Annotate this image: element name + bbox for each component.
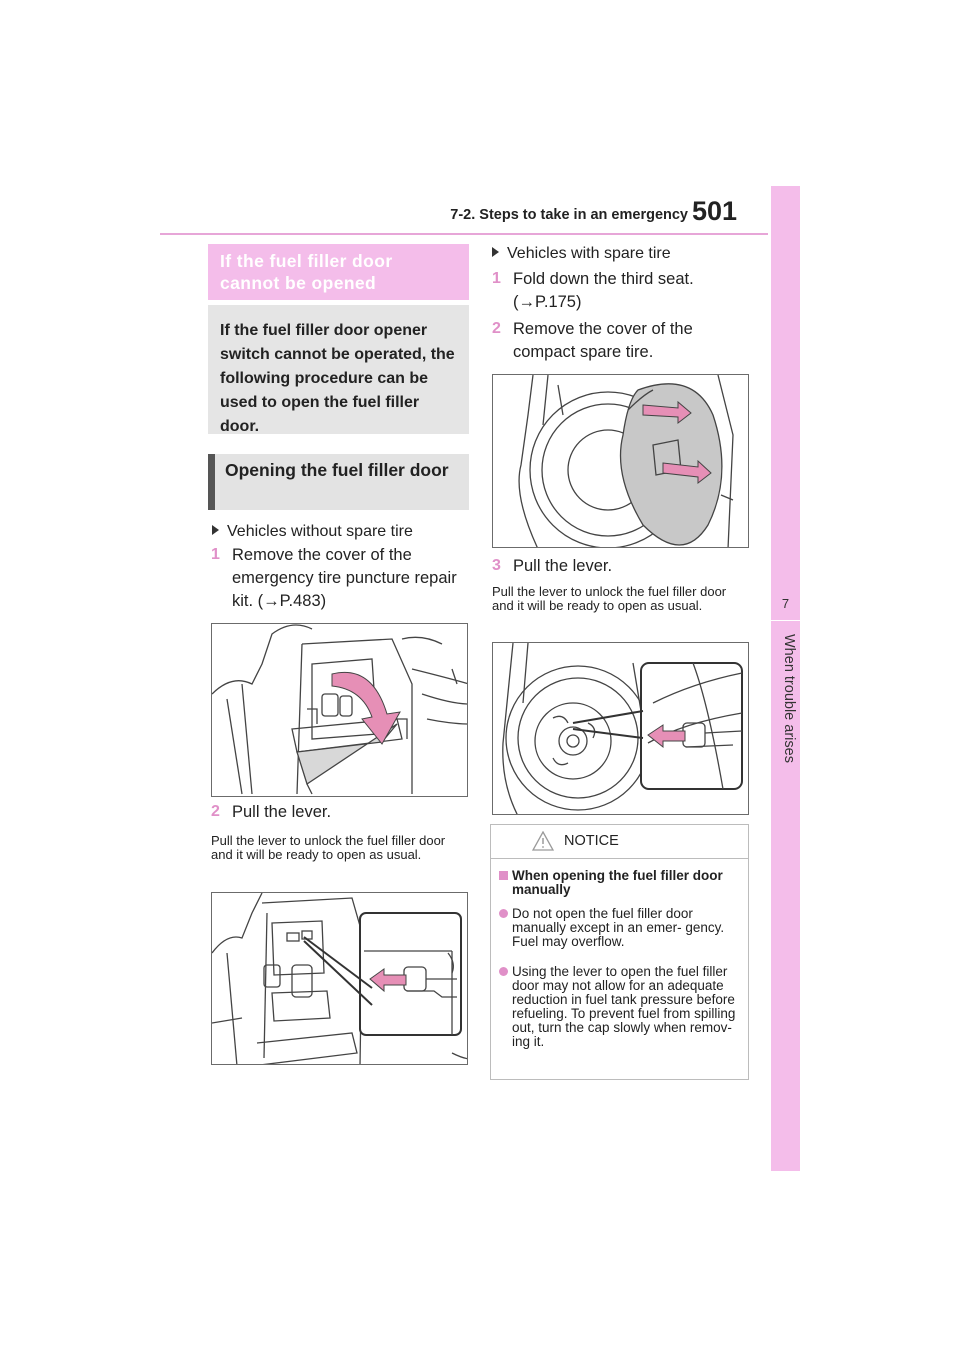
- square-bullet-icon: [499, 871, 508, 880]
- section-heading: If the fuel filler door cannot be opened: [208, 244, 469, 300]
- lever-no-spare-illustration: [212, 893, 468, 1065]
- page-number: 501: [692, 196, 738, 226]
- notice-bullet-1: Do not open the fuel filler door manually except in an emer- gency. Fuel may overflow.: [499, 907, 739, 949]
- figure-spare-tire-cover: [492, 374, 749, 548]
- right-step-3-note: Pull the lever to unlock the fuel filler door and it will be ready to open as usual.: [492, 584, 727, 613]
- repair-kit-cover-illustration: [212, 624, 468, 797]
- intro-box: If the fuel filler door opener switch cannot be operated, the following procedure can be used to open the fuel filler door.: [208, 305, 469, 434]
- right-step-3-text: Pull the lever.: [513, 557, 613, 575]
- figure-lever-no-spare: [211, 892, 468, 1065]
- side-tab-divider: [771, 620, 800, 621]
- triangle-bullet-icon: [212, 525, 219, 535]
- lever-spare-illustration: [493, 643, 749, 815]
- triangle-bullet-icon: [492, 247, 499, 257]
- subheading: Opening the fuel filler door: [208, 454, 469, 510]
- step-1-text: Remove the cover of the emergency tire puncture repair kit. (→P.483): [232, 546, 457, 610]
- spare-tire-cover-illustration: [493, 375, 749, 548]
- step-2-note: Pull the lever to unlock the fuel filler door and it will be ready to open as usual.: [211, 833, 446, 862]
- header-rule: [160, 233, 768, 235]
- figure-lever-spare: [492, 642, 749, 815]
- right-step-1-number: 1: [492, 270, 501, 287]
- notice-title: NOTICE: [564, 833, 619, 849]
- warning-triangle-icon: [532, 831, 554, 851]
- notice-box: [490, 824, 749, 1080]
- variant-label-spare: Vehicles with spare tire: [492, 244, 671, 264]
- figure-repair-kit-cover: [211, 623, 468, 797]
- right-step-3-number: 3: [492, 557, 501, 574]
- step-1-number: 1: [211, 546, 220, 563]
- right-step-2-text: Remove the cover of the compact spare tire.: [513, 320, 693, 361]
- circle-bullet-icon: [499, 967, 508, 976]
- step-2-text: Pull the lever.: [232, 803, 332, 821]
- notice-item-heading: When opening the fuel filler door manually: [499, 869, 739, 897]
- section-title: 7-2. Steps to take in an emergency: [450, 207, 688, 223]
- notice-bullet-2: Using the lever to open the fuel filler door may not allow for an adequate reduction in fuel tank pressure before refueling. To prevent fuel from spilling out, turn the cap slowly when remov- ing it.: [499, 965, 739, 1049]
- notice-header: [491, 825, 748, 859]
- step-2-number: 2: [211, 803, 220, 820]
- circle-bullet-icon: [499, 909, 508, 918]
- variant-label-no-spare: Vehicles without spare tire: [212, 522, 413, 542]
- chapter-title: When trouble arises: [781, 634, 797, 763]
- right-step-1-text: Fold down the third seat. (→P.175): [513, 270, 694, 311]
- right-step-2-number: 2: [492, 320, 501, 337]
- chapter-number: 7: [781, 596, 790, 611]
